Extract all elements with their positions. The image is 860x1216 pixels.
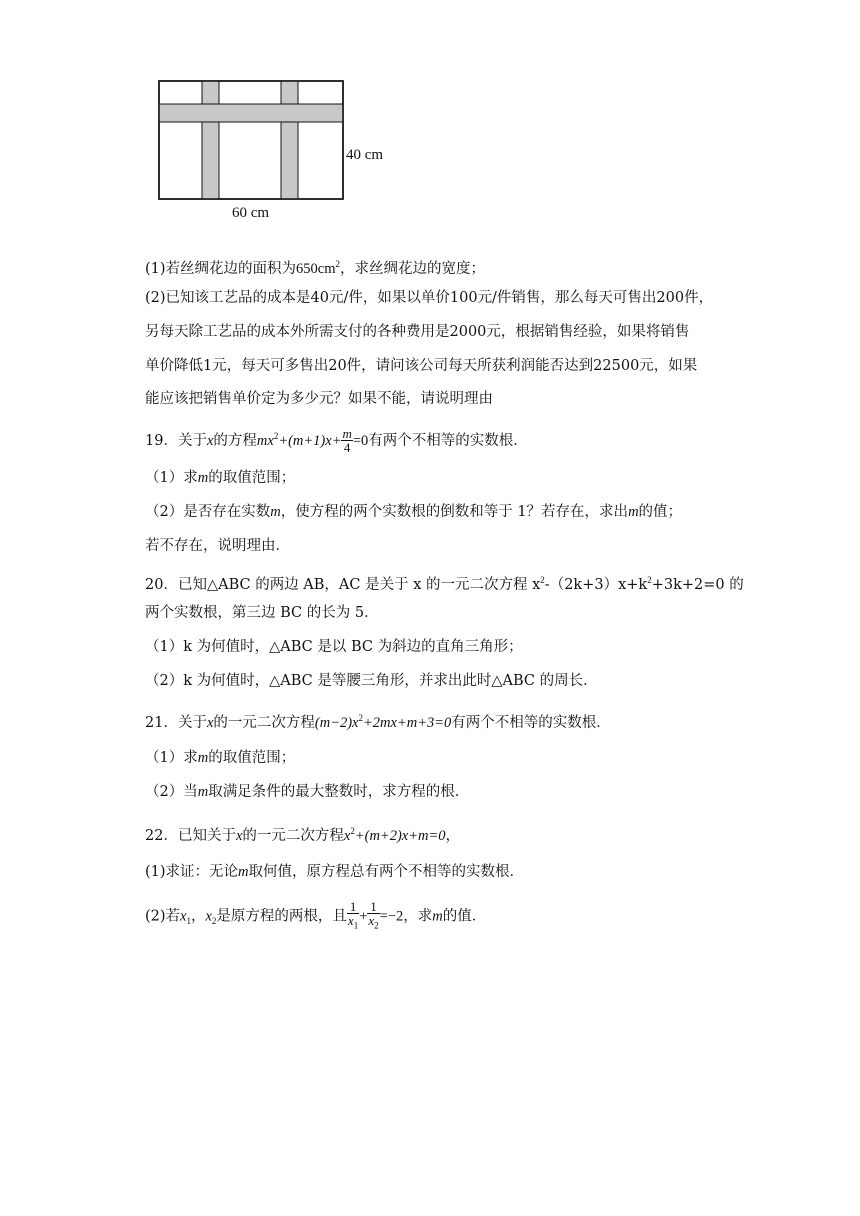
q22-p1-post: 取何值，原方程总有两个不相等的实数根．	[248, 864, 525, 880]
q22-frac1-num: 1	[347, 900, 359, 914]
q22-eq-rhs: =−2	[379, 908, 404, 925]
q21-p2-post: 取满足条件的最大整数时，求方程的根．	[208, 784, 470, 800]
q20-l1-mid: -（2k+3）x+k	[544, 576, 648, 593]
q18-area: 650cm	[296, 260, 336, 277]
q19-p2-m: m	[270, 504, 281, 520]
q22-part1	[145, 862, 524, 882]
q22-frac2-sub: 2	[374, 920, 379, 931]
height-label: 40 cm	[346, 147, 384, 163]
q18-p1-suffix: ，求丝绸花边的宽度；	[340, 260, 486, 277]
q22-p2-m: m	[432, 908, 443, 925]
q18-part2-line3: 单价降低1元，每天可多售出20件，请问该公司每天所获利润能否达到22500元，如果	[145, 358, 698, 374]
q22-mid: 的一元二次方程	[242, 827, 344, 844]
rectangle-figure	[150, 72, 410, 232]
q21-p1-m: m	[197, 750, 209, 766]
q20-l1-post: +3k+2=0 的	[651, 576, 744, 593]
q19-p2-mid: ，使方程的两个实数根的倒数和等于 1？若存在，求出	[280, 504, 629, 520]
q19-eq-c: =0	[352, 432, 369, 449]
q18-part2-line1: (2)已知该工艺品的成本是40元/件，如果以单价100元/件销售，那么每天可售出200件，	[145, 290, 714, 306]
q18-area-exp: 2	[335, 259, 341, 269]
q21-p2-m: m	[197, 784, 209, 800]
q22-p2-mid: 是原方程的两根，且	[216, 908, 347, 925]
q21-p1-pre: （1）求	[145, 750, 198, 766]
q19-x: x	[206, 432, 214, 449]
q21-eq-a: (m−2)x	[314, 714, 359, 731]
q19-p2-pre: （2）是否存在实数	[145, 504, 271, 520]
q22-frac1-x: x	[347, 913, 354, 928]
q19-prefix: 19．关于	[145, 432, 207, 449]
q21-x: x	[206, 714, 214, 731]
q21-eq-b: +2mx+m+3=0	[363, 714, 452, 731]
q22-p1-pre: (1)求证：无论	[145, 864, 239, 880]
q19-fraction	[341, 427, 352, 454]
q22-fraction-2	[367, 900, 379, 933]
q20-stem-line1: 20．已知△ABC 的两边 AB，AC 是关于 x 的一元二次方程 $x^2-(2k+3)x+k^2+3k+2=0$ 的	[145, 575, 744, 593]
q21-p1-post: 的取值范围；	[208, 750, 296, 766]
q19-p1-pre: （1）求	[145, 470, 198, 486]
q21-p2-pre: （2）当	[145, 784, 198, 800]
q19-p1-m: m	[197, 470, 209, 486]
q21-stem: 21．关于x的一元二次方程$(m-2)x^2+2mx+m+3=0$有两个不相等的实数根．	[145, 713, 611, 731]
q22-prefix: 22．已知关于	[145, 827, 236, 844]
q22-sub2: 2	[211, 916, 217, 927]
q21-part2	[145, 782, 469, 802]
q20-l1-pre: 20．已知△ABC 的两边 AB，AC 是关于 x 的一元二次方程 x	[145, 576, 541, 593]
q22-frac2-num: 1	[367, 900, 379, 914]
q22-x2: x	[205, 908, 212, 925]
q20-part1: （1）k 为何值时，△ABC 是以 BC 为斜边的直角三角形；	[145, 639, 523, 655]
q22-eq-b: +(m+2)x+m=0	[354, 827, 446, 844]
q19-part2	[145, 502, 682, 522]
q19-p1-post: 的取值范围；	[208, 470, 296, 486]
q19-frac-den: 4	[343, 440, 351, 456]
q22-frac2-x: x	[368, 913, 375, 928]
q22-part2: (2)若$x_1$，$x_2$是原方程的两根，且 $\frac{1}{x_1}$ + $\frac{1}{x_2}$ =−2，求m的值．	[145, 899, 487, 931]
rectangle-diagram	[158, 80, 358, 210]
q19-p2-m2: m	[628, 504, 639, 520]
q19-frac-num: m	[342, 426, 352, 442]
q18-p1-prefix: (1)若丝绸花边的面积为	[145, 260, 297, 277]
q19-part2-line2: 若不存在，说明理由．	[145, 538, 290, 554]
width-label: 60 cm	[232, 205, 270, 221]
q19-stem: 19．关于x的方程$mx^2+(m+1)x+$ $\frac{m}{4}$ =0有两个不相等的实数根．	[145, 426, 528, 456]
q20-part2: （2）k 为何值时，△ABC 是等腰三角形，并求出此时△ABC 的周长．	[145, 673, 598, 689]
q22-p2-post: 的值．	[442, 908, 487, 925]
q18-part2-line2: 另每天除工艺品的成本外所需支付的各种费用是2000元，根据销售经验，如果将销售	[145, 324, 690, 340]
q22-p1-m: m	[238, 864, 249, 880]
q22-x1: x	[180, 908, 187, 925]
q21-mid: 的一元二次方程	[213, 714, 315, 731]
q21-part1	[145, 748, 295, 768]
q22-fraction-1	[347, 900, 359, 933]
q22-x: x	[235, 827, 243, 844]
q21-prefix: 21．关于	[145, 714, 207, 731]
q18-part2-line4: 能应该把销售单价定为多少元？如果不能，请说明理由	[145, 391, 493, 407]
q19-suffix: 有两个不相等的实数根．	[368, 432, 528, 449]
q22-p2-pre: (2)若	[145, 908, 181, 925]
q19-eq-a: mx	[256, 432, 274, 449]
q19-mid: 的方程	[213, 432, 257, 449]
q22-stem: 22．已知关于x的一元二次方程$x^2+(m+2)x+m=0$，	[145, 826, 461, 844]
q19-eq-b: +(m+1)x+	[278, 432, 342, 449]
q22-sub1: 1	[186, 916, 191, 927]
q19-part1	[145, 468, 295, 488]
q22-eq-a: x	[343, 827, 351, 844]
q22-suffix: ，	[445, 827, 461, 844]
q22-frac1-sub: 1	[353, 920, 359, 931]
q19-p2-post: 的值；	[638, 504, 683, 520]
q20-stem-line2: 两个实数根，第三边 BC 的长为 5．	[145, 605, 379, 621]
q18-part1	[145, 254, 485, 279]
q21-suffix: 有两个不相等的实数根．	[451, 714, 611, 731]
